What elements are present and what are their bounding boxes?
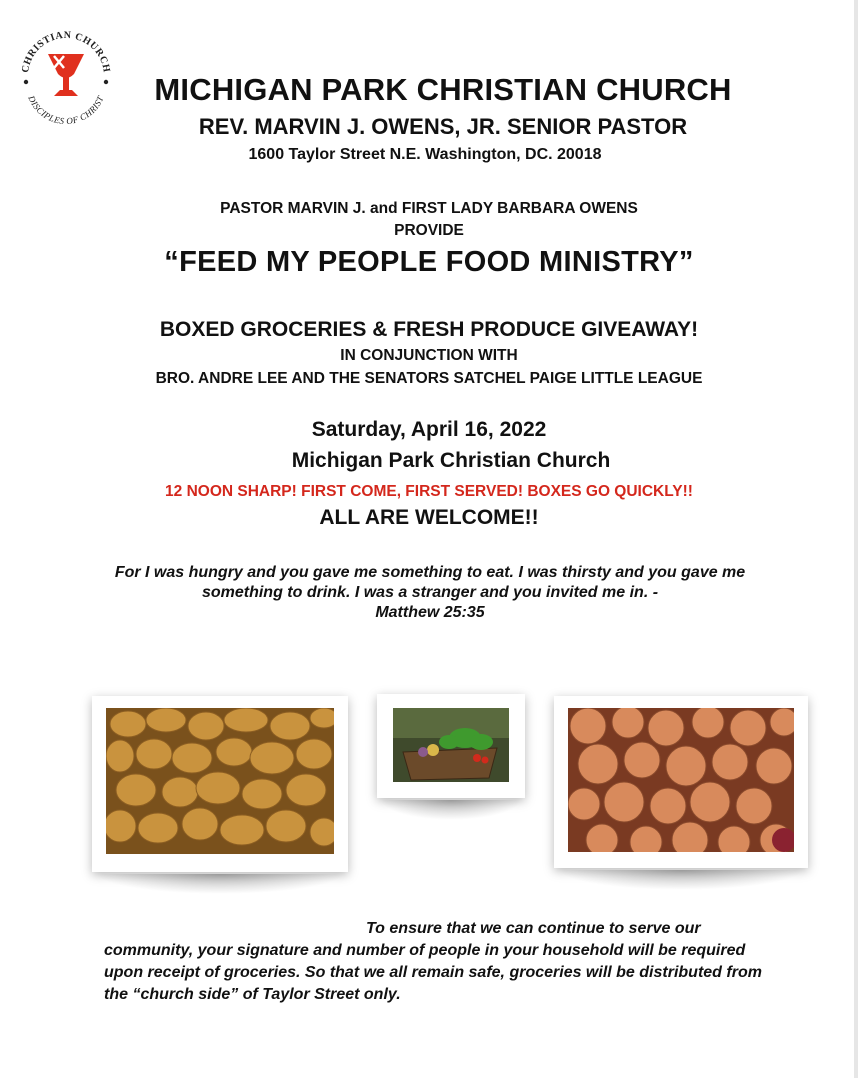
ministry-hosts: PASTOR MARVIN J. and FIRST LADY BARBARA OWENS bbox=[220, 200, 638, 217]
church-address: 1600 Taylor Street N.E. Washington, DC. 20018 bbox=[248, 146, 602, 163]
photo-shadow bbox=[558, 870, 804, 890]
vegetable-basket-photo bbox=[377, 694, 525, 798]
vegetable-basket-image bbox=[393, 708, 509, 782]
verse-text: For I was hungry and you gave me something to eat. I was thirsty and you gave me something to drink. I was a stranger and you invited me in. - bbox=[114, 564, 746, 601]
welcome-line: ALL ARE WELCOME!! bbox=[319, 506, 539, 529]
logo-ring-top: CHRISTIAN CHURCH bbox=[20, 29, 112, 74]
logo-ring-bottom: DISCIPLES OF CHRIST bbox=[26, 94, 106, 127]
potatoes-image bbox=[106, 708, 334, 854]
senior-pastor: REV. MARVIN J. OWENS, JR. SENIOR PASTOR bbox=[198, 114, 688, 139]
onions-photo bbox=[554, 696, 808, 868]
potatoes-photo bbox=[92, 696, 348, 872]
giveaway-headline: BOXED GROCERIES & FRESH PRODUCE GIVEAWAY! bbox=[159, 318, 699, 341]
church-name: MICHIGAN PARK CHRISTIAN CHURCH bbox=[154, 72, 732, 107]
ministry-title: “FEED MY PEOPLE FOOD MINISTRY” bbox=[164, 246, 694, 278]
page-edge bbox=[854, 0, 858, 1078]
partner-line: BRO. ANDRE LEE AND THE SENATORS SATCHEL PAIGE LITTLE LEAGUE bbox=[155, 370, 703, 387]
photo-shadow bbox=[96, 874, 344, 894]
onions-image bbox=[568, 708, 794, 852]
verse-reference: Matthew 25:35 bbox=[375, 604, 485, 621]
scripture-verse bbox=[100, 563, 760, 623]
event-date: Saturday, April 16, 2022 bbox=[311, 418, 547, 441]
event-location: Michigan Park Christian Church bbox=[291, 449, 611, 472]
time-notice: 12 NOON SHARP! FIRST COME, FIRST SERVED! BOXES GO QUICKLY!! bbox=[165, 483, 693, 500]
photo-shadow bbox=[380, 800, 522, 820]
ministry-provide: PROVIDE bbox=[394, 222, 464, 239]
conjunction-line: IN CONJUNCTION WITH bbox=[340, 347, 518, 364]
notice-text: To ensure that we can continue to serve our community, your signature and number of people in your household will be required upon receipt of groceries. So that we all remain safe, groceries will be distributed from the “church side” of Taylor Street only. bbox=[104, 920, 762, 1003]
distribution-notice bbox=[104, 918, 764, 1006]
